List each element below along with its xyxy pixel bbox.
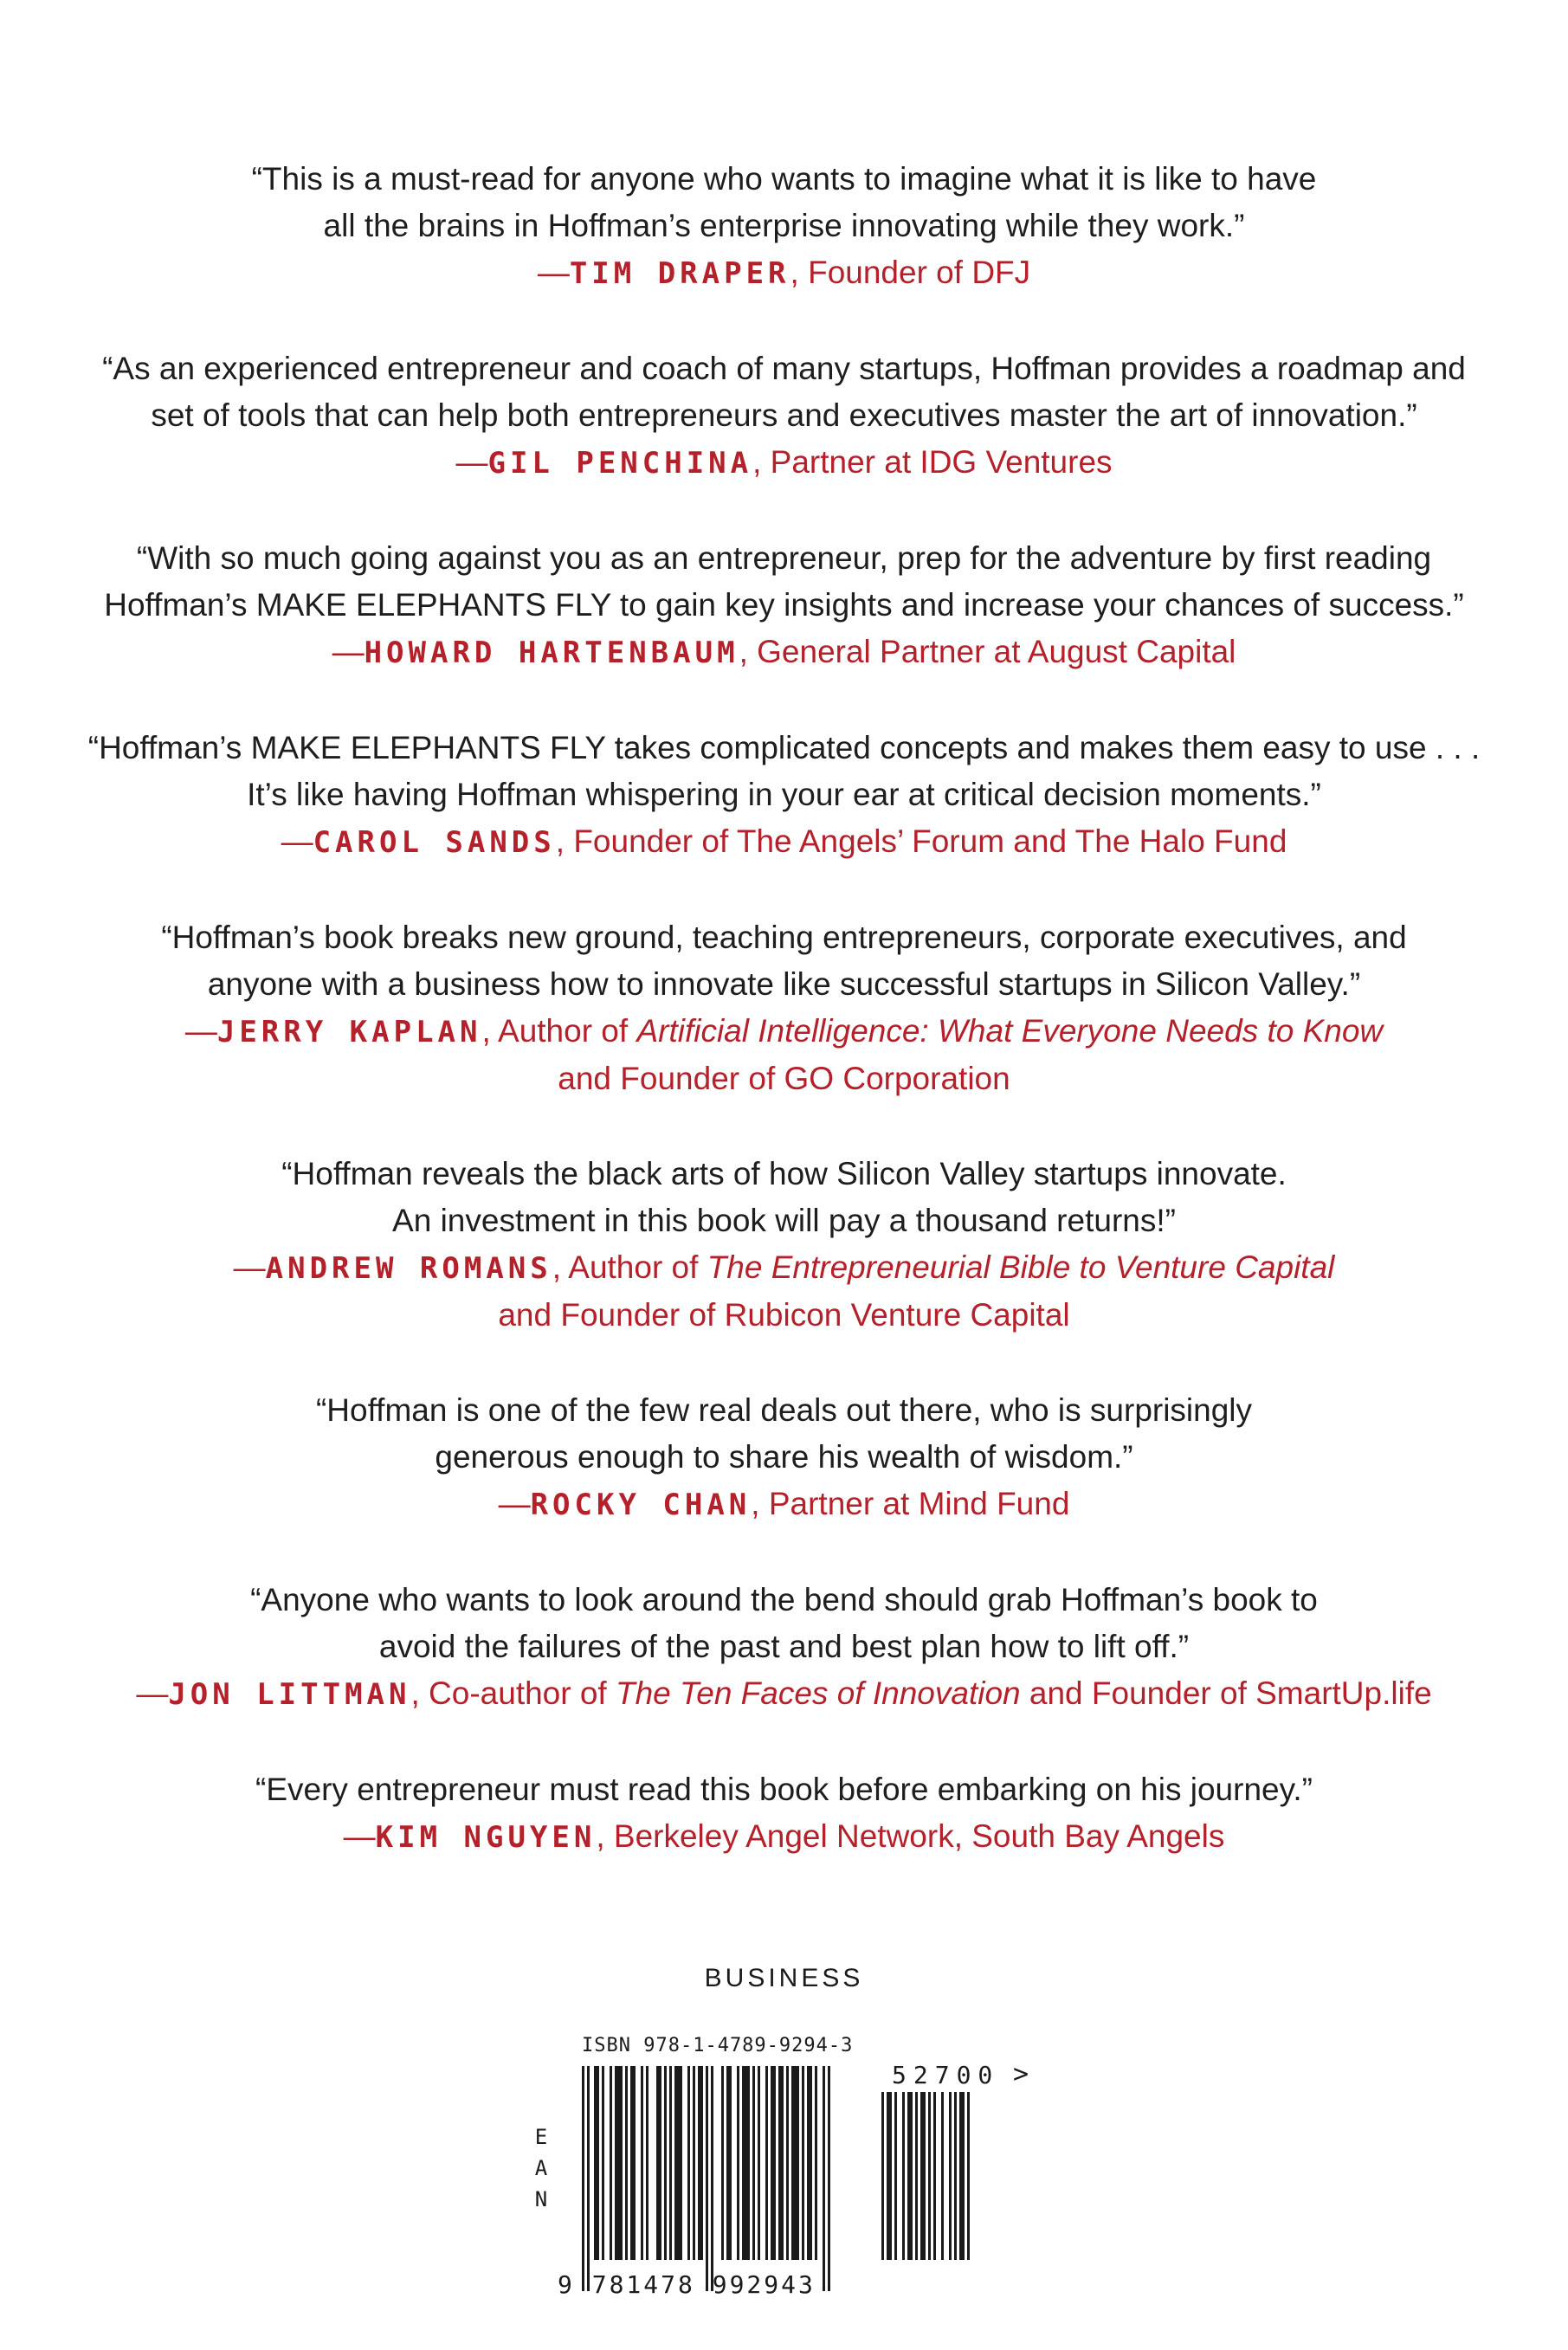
endorser-name: ANDREW ROMANS xyxy=(265,1251,552,1286)
barcode-bar xyxy=(641,2066,643,2260)
barcode-bar xyxy=(610,2066,612,2260)
ean-label-letter: A xyxy=(534,2156,548,2180)
endorser-name: JERRY KAPLAN xyxy=(216,1015,482,1049)
barcode-bar xyxy=(949,2092,952,2260)
endorsement-quote xyxy=(48,156,1520,249)
endorser-role: Partner at Mind Fund xyxy=(768,1486,1070,1521)
barcode-bar xyxy=(706,2066,708,2291)
barcode-bar xyxy=(693,2066,695,2260)
endorsements xyxy=(0,156,1568,1909)
barcode-bar xyxy=(802,2066,804,2260)
barcode-bar xyxy=(602,2066,604,2260)
quote-line: anyone with a business how to innovate like successful startups in Silicon Valley.” xyxy=(207,966,1361,1002)
category-label: BUSINESS xyxy=(704,1964,864,1992)
barcode-bar xyxy=(902,2092,905,2260)
endorser-name: HOWARD HARTENBAUM xyxy=(364,636,739,670)
endorsement-quote xyxy=(48,725,1520,818)
barcode-bar xyxy=(778,2066,784,2260)
ean-label-letter: N xyxy=(534,2187,548,2211)
attribution-dash: — xyxy=(343,1818,376,1854)
separator: , xyxy=(790,255,809,290)
barcode-bar xyxy=(828,2066,830,2291)
ean-label xyxy=(528,2121,554,2215)
endorser-role: Partner at IDG Ventures xyxy=(770,444,1113,480)
endorsement-quote xyxy=(48,1766,1520,1813)
barcode-bar xyxy=(765,2066,768,2260)
barcode-bar xyxy=(737,2066,739,2260)
endorsement-quote xyxy=(48,1151,1520,1244)
endorsement xyxy=(0,1766,1568,1861)
endorser-name: TIM DRAPER xyxy=(569,256,790,291)
quote-line: It’s like having Hoffman whispering in your ear at critical decision moments.” xyxy=(247,777,1321,812)
barcode-bar xyxy=(664,2066,667,2260)
isbn-text: ISBN 978-1-4789-9294-3 xyxy=(582,2035,854,2056)
barcode-bar xyxy=(711,2066,713,2291)
attribution-dash: — xyxy=(136,1675,169,1711)
barcode-bar xyxy=(674,2066,682,2260)
barcode-bar xyxy=(815,2066,817,2260)
barcode-bar xyxy=(625,2066,628,2260)
endorser-name: CAROL SANDS xyxy=(313,825,556,860)
barcode-bar xyxy=(915,2092,918,2260)
separator: , xyxy=(751,1486,769,1521)
quote-line: “Hoffman’s MAKE ELEPHANTS FLY takes complicated concepts and makes them easy to use . . . xyxy=(87,730,1481,765)
quote-line: Hoffman’s MAKE ELEPHANTS FLY to gain key insights and increase your chances of success.” xyxy=(104,587,1464,623)
barcode-bar xyxy=(771,2066,776,2260)
quote-line: “Hoffman reveals the black arts of how Silicon Valley startups innovate. xyxy=(281,1156,1287,1191)
barcode-bar xyxy=(933,2092,936,2260)
barcode-bar xyxy=(721,2066,724,2260)
endorsement-attribution xyxy=(0,1813,1568,1861)
endorsement xyxy=(0,535,1568,676)
ean-label-letter: E xyxy=(534,2125,548,2149)
barcode-bar xyxy=(752,2066,755,2260)
barcode-bar xyxy=(786,2066,789,2260)
endorser-name: ROCKY CHAN xyxy=(530,1488,752,1522)
endorser-role-continued: and Founder of SmartUp.life xyxy=(1020,1675,1432,1711)
endorsement-attribution xyxy=(0,1008,1568,1102)
quote-line: “Hoffman’s book breaks new ground, teaching entrepreneurs, corporate executives, and xyxy=(161,920,1407,955)
endorser-name: GIL PENCHINA xyxy=(487,446,753,481)
endorsement xyxy=(0,725,1568,866)
endorsement xyxy=(0,156,1568,297)
endorsement-quote xyxy=(48,1577,1520,1670)
attribution-dash: — xyxy=(233,1249,266,1285)
endorsement xyxy=(0,1387,1568,1528)
barcode-bar xyxy=(687,2066,690,2260)
cited-work: The Entrepreneurial Bible to Venture Capital xyxy=(707,1249,1335,1285)
endorsement xyxy=(0,1151,1568,1339)
barcode-bar xyxy=(656,2066,661,2260)
quote-line: “Anyone who wants to look around the bend should grab Hoffman’s book to xyxy=(250,1582,1318,1617)
attribution-dash: — xyxy=(332,634,365,669)
quote-line: “This is a must-read for anyone who wants to imagine what it is like to have xyxy=(251,161,1317,197)
separator: , xyxy=(552,1249,569,1285)
endorsement-attribution xyxy=(0,818,1568,866)
ean-barcode-bars xyxy=(582,2066,833,2291)
cited-work: Artificial Intelligence: What Everyone Needs to Know xyxy=(636,1013,1384,1049)
addon-digits: 52700 xyxy=(892,2061,1000,2089)
separator: , xyxy=(481,1013,499,1049)
addon-arrow: > xyxy=(1013,2059,1029,2089)
endorsement-quote xyxy=(48,345,1520,439)
barcode-bar xyxy=(615,2066,623,2260)
endorsement xyxy=(0,914,1568,1102)
attribution-dash: — xyxy=(281,823,313,859)
endorser-role-line2: and Founder of GO Corporation xyxy=(558,1061,1010,1096)
barcode-bar xyxy=(587,2066,590,2291)
endorsement-attribution xyxy=(0,249,1568,297)
endorsement-attribution xyxy=(0,1670,1568,1718)
endorser-role-line2: and Founder of Rubicon Venture Capital xyxy=(498,1297,1070,1333)
endorsement-attribution xyxy=(0,1481,1568,1528)
separator: , xyxy=(596,1818,614,1854)
barcode-bar xyxy=(669,2066,672,2260)
quote-line: An investment in this book will pay a thousand returns!” xyxy=(392,1203,1176,1238)
endorsement-attribution xyxy=(0,629,1568,676)
endorser-name: KIM NGUYEN xyxy=(375,1820,597,1855)
barcode xyxy=(485,2035,1074,2329)
attribution-dash: — xyxy=(455,444,488,480)
barcode-bar xyxy=(630,2066,636,2260)
endorsement xyxy=(0,1577,1568,1718)
barcode-bar xyxy=(823,2066,825,2291)
separator: , xyxy=(739,634,758,669)
separator: , xyxy=(555,823,574,859)
barcode-bar xyxy=(758,2066,760,2260)
barcode-bar xyxy=(941,2092,944,2260)
barcode-bar xyxy=(594,2066,599,2260)
barcode-bar xyxy=(726,2066,732,2260)
endorser-role: Founder of The Angels’ Forum and The Halo Fund xyxy=(573,823,1287,859)
barcode-bar xyxy=(907,2092,913,2260)
separator: , xyxy=(752,444,771,480)
endorsement-quote xyxy=(48,1387,1520,1481)
barcode-bar xyxy=(967,2092,970,2260)
endorsement-quote xyxy=(48,914,1520,1008)
barcode-bar xyxy=(928,2092,931,2260)
endorser-name: JON LITTMAN xyxy=(168,1677,411,1712)
quote-line: all the brains in Hoffman’s enterprise innovating while they work.” xyxy=(323,208,1245,243)
attribution-dash: — xyxy=(498,1486,531,1521)
endorser-role: Founder of DFJ xyxy=(808,255,1031,290)
endorsement xyxy=(0,345,1568,487)
barcode-bar xyxy=(887,2092,892,2260)
barcode-bar xyxy=(698,2066,703,2260)
quote-line: set of tools that can help both entrepreneurs and executives master the art of innovation.” xyxy=(151,397,1417,433)
ean-digits: 9 781478 992943 xyxy=(558,2270,816,2299)
quote-line: avoid the failures of the past and best plan how to lift off.” xyxy=(378,1629,1190,1664)
quote-line: “Every entrepreneur must read this book before embarking on his journey.” xyxy=(255,1772,1313,1807)
endorser-role: Co-author of xyxy=(429,1675,616,1711)
endorsement-attribution xyxy=(0,439,1568,487)
barcode-bar xyxy=(582,2066,584,2291)
barcode-bar xyxy=(894,2092,897,2260)
barcode-bar xyxy=(954,2092,957,2260)
barcode-bar xyxy=(920,2092,926,2260)
endorsement-attribution xyxy=(0,1244,1568,1339)
barcode-bar xyxy=(881,2092,884,2260)
attribution-dash: — xyxy=(537,255,570,290)
attribution-dash: — xyxy=(184,1013,217,1049)
quote-line: “With so much going against you as an entrepreneur, prep for the adventure by first reading xyxy=(136,540,1432,576)
quote-line: generous enough to share his wealth of wisdom.” xyxy=(435,1439,1133,1475)
separator: , xyxy=(410,1675,429,1711)
addon-barcode-bars xyxy=(881,2092,981,2291)
endorser-role: Author of xyxy=(568,1249,707,1285)
barcode-bar xyxy=(807,2066,812,2260)
barcode-bar xyxy=(742,2066,750,2260)
barcode-bar xyxy=(646,2066,648,2260)
quote-line: “As an experienced entrepreneur and coach of many startups, Hoffman provides a roadmap and xyxy=(102,351,1466,386)
barcode-bar xyxy=(959,2092,965,2260)
endorser-role: General Partner at August Capital xyxy=(757,634,1236,669)
quote-line: “Hoffman is one of the few real deals out there, who is surprisingly xyxy=(315,1392,1253,1428)
endorser-role: Berkeley Angel Network, South Bay Angels xyxy=(613,1818,1225,1854)
endorsement-quote xyxy=(48,535,1520,629)
cited-work: The Ten Faces of Innovation xyxy=(616,1675,1021,1711)
barcode-bar xyxy=(791,2066,799,2260)
endorser-role: Author of xyxy=(498,1013,637,1049)
